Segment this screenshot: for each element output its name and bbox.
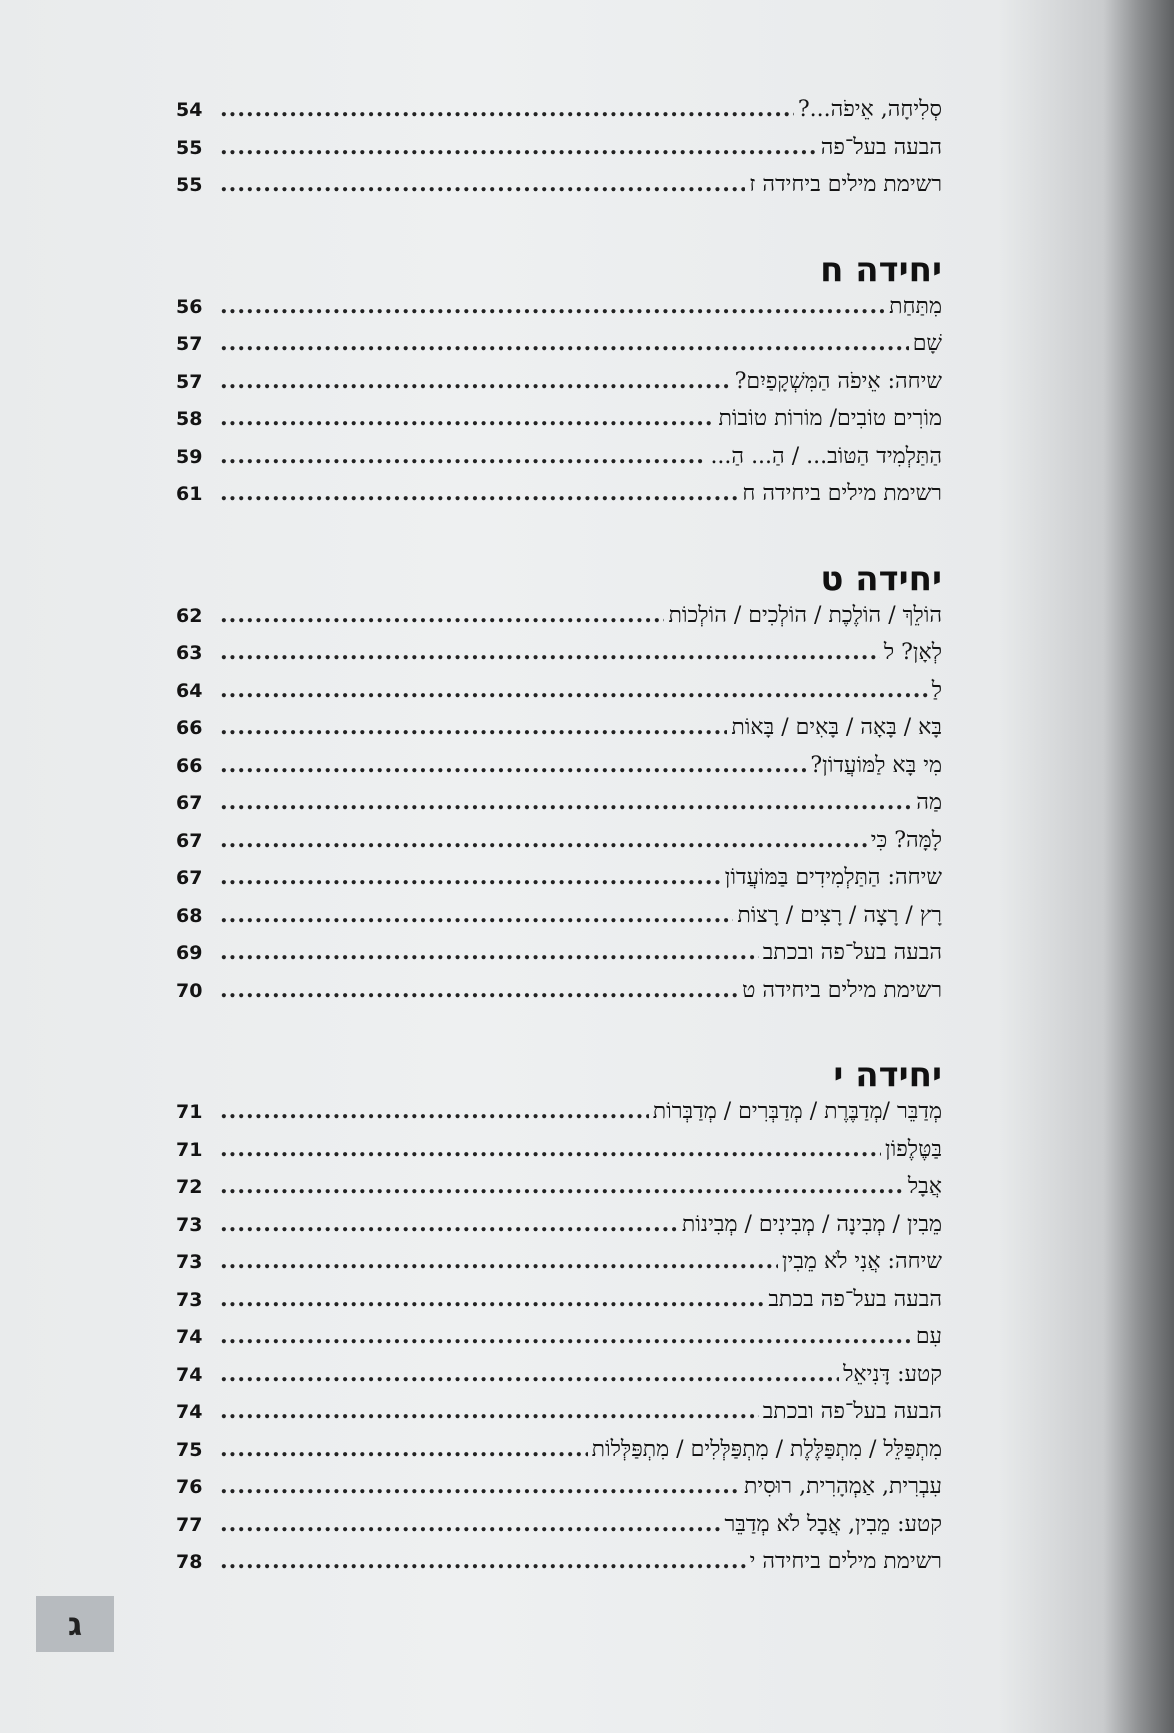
toc-entry-title: רשימת מילים ביחידה ט bbox=[742, 977, 942, 1003]
toc-section bbox=[176, 247, 942, 518]
toc-entry[interactable] bbox=[176, 864, 942, 902]
toc-entry[interactable] bbox=[176, 330, 942, 368]
toc-entry-title: לַ bbox=[931, 677, 942, 703]
dot-leader bbox=[220, 1211, 678, 1237]
toc-entry-title: מֵבִין / מְבִינָה / מְבִינִים / מְבִינוֹת bbox=[681, 1211, 942, 1237]
page-number-box bbox=[36, 1596, 114, 1652]
toc-page-number: 68 bbox=[176, 904, 203, 927]
toc-entry-title: רָץ / רָצָה / רָצִים / רָצוֹת bbox=[737, 902, 942, 928]
toc-entry[interactable] bbox=[176, 1361, 942, 1399]
page-number: ג bbox=[67, 1605, 83, 1643]
dot-leader bbox=[220, 368, 731, 394]
dot-leader bbox=[220, 293, 885, 319]
toc-page-number: 72 bbox=[176, 1176, 203, 1198]
toc-section bbox=[176, 1052, 942, 1586]
dot-leader bbox=[220, 639, 880, 665]
toc-entry[interactable] bbox=[176, 977, 942, 1015]
toc-entry-title: עִבְרִית, אַמְהָרִית, רוּסִית bbox=[743, 1474, 942, 1499]
dot-leader bbox=[220, 677, 928, 703]
toc-entry[interactable] bbox=[176, 714, 942, 752]
toc-page-number: 75 bbox=[176, 1438, 203, 1461]
dot-leader bbox=[220, 1173, 904, 1199]
toc-entry-title: מִתְפַּלֵּל / מִתְפַּלֶּלֶת / מִתְפַּלְּלִים / מִתְפַּלְּלוֹת bbox=[591, 1436, 942, 1462]
toc-section bbox=[176, 556, 942, 1015]
toc-page-number: 58 bbox=[176, 408, 203, 430]
toc-entry[interactable] bbox=[176, 1323, 942, 1361]
toc-entry-title: מִתַּחַת bbox=[889, 293, 942, 319]
toc-entry-title: הבעה בעל־פה ובכתב bbox=[762, 940, 942, 965]
toc-page-number: 63 bbox=[176, 642, 203, 664]
toc-page-number: 67 bbox=[176, 829, 203, 852]
table-of-contents bbox=[176, 96, 942, 1586]
toc-entry[interactable] bbox=[176, 1548, 942, 1586]
toc-page-number: 76 bbox=[176, 1476, 203, 1498]
dot-leader bbox=[220, 134, 817, 160]
dot-leader bbox=[220, 1398, 759, 1424]
toc-page-number: 74 bbox=[176, 1326, 203, 1348]
toc-section bbox=[176, 96, 942, 209]
toc-entry[interactable] bbox=[176, 1473, 942, 1511]
unit-heading: יחידה י bbox=[833, 1055, 942, 1095]
toc-entry[interactable] bbox=[176, 789, 942, 827]
toc-entry-title: הבעה בעל־פה bbox=[820, 134, 942, 160]
toc-page-number: 66 bbox=[176, 717, 203, 739]
toc-page-number: 64 bbox=[176, 679, 203, 702]
dot-leader bbox=[220, 171, 745, 197]
toc-entry[interactable] bbox=[176, 1211, 942, 1249]
dot-leader bbox=[220, 1548, 746, 1574]
toc-entry[interactable] bbox=[176, 639, 942, 677]
toc-entry-title: מַה bbox=[916, 790, 942, 815]
toc-entry-title: לְאָן? ל bbox=[883, 640, 942, 665]
toc-entry[interactable] bbox=[176, 827, 942, 865]
toc-entry-title: הוֹלֵךְ / הוֹלֶכֶת / הוֹלְכִים / הוֹלְכוֹת bbox=[668, 602, 942, 628]
dot-leader bbox=[220, 789, 912, 815]
toc-entry[interactable] bbox=[176, 368, 942, 406]
toc-page-number: 71 bbox=[176, 1101, 203, 1123]
dot-leader bbox=[220, 1098, 649, 1124]
dot-leader bbox=[220, 480, 738, 506]
dot-leader bbox=[220, 1248, 778, 1274]
toc-entry[interactable] bbox=[176, 480, 942, 518]
toc-entry[interactable] bbox=[176, 1173, 942, 1211]
toc-entry[interactable] bbox=[176, 96, 942, 134]
toc-page-number: 74 bbox=[176, 1363, 203, 1386]
toc-entry-title: בַּטֶּלֶפוֹן bbox=[885, 1136, 942, 1162]
dot-leader bbox=[220, 443, 706, 469]
toc-entry-title: רשימת מילים ביחידה ח bbox=[742, 481, 942, 506]
toc-entry-title: רשימת מילים ביחידה י bbox=[749, 1549, 942, 1574]
dot-leader bbox=[220, 827, 867, 853]
toc-entry[interactable] bbox=[176, 902, 942, 940]
toc-entry-title: עִם bbox=[915, 1324, 942, 1349]
dot-leader bbox=[220, 1286, 764, 1312]
toc-page-number: 67 bbox=[176, 792, 203, 814]
toc-entry-title: קטע: מֵבִין, אֲבָל לֹא מְדַבֵּר bbox=[724, 1511, 942, 1537]
toc-entry-title: בָּא / בָּאָה / בָּאִים / בָּאוֹת bbox=[731, 715, 942, 740]
dot-leader bbox=[220, 977, 738, 1003]
toc-entry-title: מִי בָּא לַמּוֹעֲדוֹן? bbox=[810, 752, 942, 778]
toc-entry[interactable] bbox=[176, 134, 942, 172]
unit-heading: יחידה ח bbox=[820, 249, 942, 290]
dot-leader bbox=[220, 405, 715, 431]
toc-page-number: 59 bbox=[176, 445, 203, 468]
dot-leader bbox=[220, 1323, 912, 1349]
toc-page-number: 54 bbox=[176, 99, 203, 121]
toc-page-number: 55 bbox=[176, 174, 203, 196]
dot-leader bbox=[220, 602, 664, 628]
toc-entry-title: רשימת מילים ביחידה ז bbox=[749, 172, 942, 197]
toc-entry[interactable] bbox=[176, 1398, 942, 1436]
toc-entry[interactable] bbox=[176, 1286, 942, 1324]
dot-leader bbox=[220, 752, 806, 778]
dot-leader bbox=[220, 1511, 720, 1537]
toc-entry-title: שיחה: הַתַּלְמִידִים בַּמּוֹעֲדוֹן bbox=[724, 865, 942, 890]
toc-entry[interactable] bbox=[176, 602, 942, 640]
toc-page-number: 73 bbox=[176, 1288, 203, 1311]
toc-entry[interactable] bbox=[176, 677, 942, 715]
dot-leader bbox=[220, 714, 727, 740]
toc-page-number: 71 bbox=[176, 1138, 203, 1161]
toc-page-number: 66 bbox=[176, 754, 203, 777]
toc-entry-title: הבעה בעל־פה בכתב bbox=[768, 1286, 942, 1312]
toc-entry-title: מְדַבֵּר /מְדַבֶּרֶת / מְדַבְּרִים / מְדַבְּרוֹת bbox=[652, 1099, 942, 1124]
unit-heading: יחידה ט bbox=[820, 558, 942, 599]
toc-entry[interactable] bbox=[176, 405, 942, 443]
dot-leader bbox=[220, 96, 794, 122]
dot-leader bbox=[220, 1136, 881, 1162]
toc-page-number: 56 bbox=[176, 295, 203, 318]
toc-page-number: 57 bbox=[176, 370, 203, 393]
dot-leader bbox=[220, 1436, 588, 1462]
toc-entry[interactable] bbox=[176, 939, 942, 977]
toc-entry-title: שָׁם bbox=[912, 331, 942, 356]
toc-page-number: 78 bbox=[176, 1551, 203, 1573]
dot-leader bbox=[220, 1361, 839, 1387]
toc-entry-title: שיחה: אֵיפֹה הַמִּשְׁקָפַיִם? bbox=[734, 368, 942, 394]
dot-leader bbox=[220, 864, 721, 890]
toc-entry[interactable] bbox=[176, 752, 942, 790]
toc-entry-title: לָמָּה? כִּי bbox=[870, 827, 942, 853]
toc-entry[interactable] bbox=[176, 1098, 942, 1136]
toc-entry[interactable] bbox=[176, 1511, 942, 1549]
toc-entry[interactable] bbox=[176, 443, 942, 481]
toc-page-number: 57 bbox=[176, 333, 203, 355]
toc-entry[interactable] bbox=[176, 171, 942, 209]
toc-page-number: 70 bbox=[176, 979, 203, 1002]
toc-page-number: 61 bbox=[176, 483, 203, 505]
toc-entry[interactable] bbox=[176, 1136, 942, 1174]
toc-entry[interactable] bbox=[176, 1248, 942, 1286]
toc-entry-title: הבעה בעל־פה ובכתב bbox=[762, 1399, 942, 1424]
toc-page-number: 73 bbox=[176, 1251, 203, 1273]
toc-entry[interactable] bbox=[176, 1436, 942, 1474]
toc-page-number: 69 bbox=[176, 942, 203, 964]
toc-entry-title: שיחה: אֲנִי לֹא מֵבִין bbox=[781, 1249, 942, 1274]
dot-leader bbox=[220, 902, 733, 928]
toc-page-number: 74 bbox=[176, 1401, 203, 1423]
toc-page-number: 62 bbox=[176, 604, 203, 627]
toc-entry[interactable] bbox=[176, 293, 942, 331]
toc-page-number: 55 bbox=[176, 136, 203, 159]
toc-entry-title: אֲבָל bbox=[907, 1174, 942, 1199]
toc-entry-title: מוֹרִים טוֹבִים/ מוֹרוֹת טוֹבוֹת bbox=[718, 406, 942, 431]
toc-page-number: 73 bbox=[176, 1213, 203, 1236]
toc-entry-title: קטע: דָּנִיאֵל bbox=[843, 1361, 942, 1387]
toc-page-number: 77 bbox=[176, 1513, 203, 1536]
dot-leader bbox=[220, 330, 909, 356]
dot-leader bbox=[220, 939, 759, 965]
toc-entry-title: הַתַּלְמִיד הַטּוֹב... / הַ... הַ... bbox=[710, 443, 942, 469]
toc-page-number: 67 bbox=[176, 867, 203, 889]
toc-entry-title: סְלִיחָה, אֵיפֹה...? bbox=[797, 97, 942, 122]
dot-leader bbox=[220, 1473, 740, 1499]
